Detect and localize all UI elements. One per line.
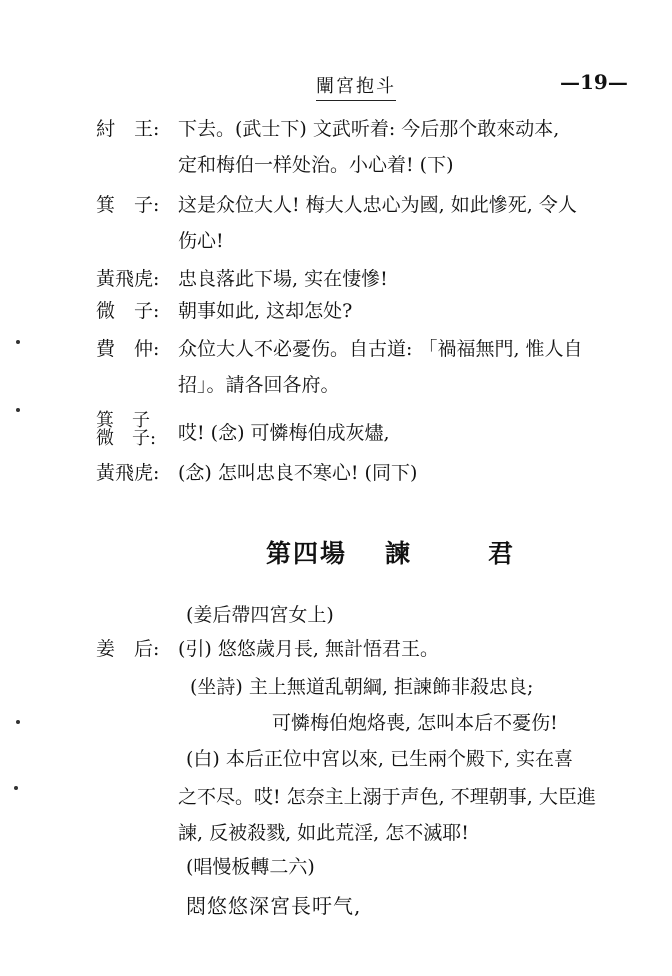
dialogue-text: 这是众位大人! 梅大人忠心为國, 如此慘死, 令人 (178, 194, 577, 216)
spoken-line: (白) 本后正位中宮以來, 已生兩个殿下, 实在喜 (186, 748, 574, 770)
spoken-line: 之不尽。哎! 怎奈主上溺于声色, 不理朝事, 大臣進 (178, 786, 596, 808)
poem-line: 可憐梅伯炮烙喪, 怎叫本后不憂伤! (272, 712, 558, 734)
speaker-name: 微 子: (96, 300, 160, 322)
stage-direction: (唱慢板轉二六) (186, 856, 315, 878)
speaker-pair (96, 412, 176, 448)
scene-title-char: 君 (488, 539, 516, 568)
speaker-name: 紂 王: (96, 118, 160, 140)
dialogue-text: (引) 悠悠歲月長, 無計悟君王。 (178, 638, 439, 660)
speaker-name: 微 子: (96, 428, 157, 449)
speaker-name: 姜 后: (96, 638, 160, 660)
sung-line: 悶悠悠深宮長吁气, (186, 894, 362, 918)
speaker-name: 箕 子 (96, 410, 150, 431)
dialogue-text: 定和梅伯一样处治。小心着! (下) (178, 154, 454, 176)
speaker-name: 黃飛虎: (96, 268, 160, 290)
spoken-line: 諫, 反被殺戮, 如此荒淫, 怎不滅耶! (178, 822, 469, 844)
speaker-name: 黃飛虎: (96, 462, 160, 484)
scan-speck (14, 786, 18, 790)
poem-line: (坐詩) 主上無道乱朝綱, 拒諫飾非殺忠良; (190, 676, 534, 698)
scene-number: 第四場 (266, 539, 348, 568)
dialogue-line (0, 412, 672, 452)
dialogue-text: 伤心! (178, 230, 224, 252)
dialogue-text: 众位大人不必憂伤。自古道: 「禍福無門, 惟人自 (178, 338, 583, 360)
speaker-name: 費 仲: (96, 338, 160, 360)
scan-speck (16, 720, 20, 724)
scan-speck (16, 408, 20, 412)
page-number: —19— (560, 70, 628, 94)
dialogue-text: 招」。請各回各府。 (178, 374, 340, 396)
stage-direction: (姜后帶四宮女上) (186, 604, 334, 626)
speaker-name: 箕 子: (96, 194, 160, 216)
scene-heading (266, 534, 515, 570)
scan-speck (16, 340, 20, 344)
scene-title-char: 諫 (385, 539, 413, 568)
dialogue-text: 哎! (念) 可憐梅伯成灰燼, (178, 422, 390, 444)
dialogue-text: (念) 怎叫忠良不寒心! (同下) (178, 462, 418, 484)
dialogue-text: 朝事如此, 这却怎处? (178, 300, 353, 322)
dialogue-text: 忠良落此下場, 实在悽慘! (178, 268, 388, 290)
dialogue-text: 下去。(武士下) 文武听着: 今后那个敢來动本, (178, 118, 560, 140)
running-title: 闡宮抱斗 (316, 72, 396, 101)
